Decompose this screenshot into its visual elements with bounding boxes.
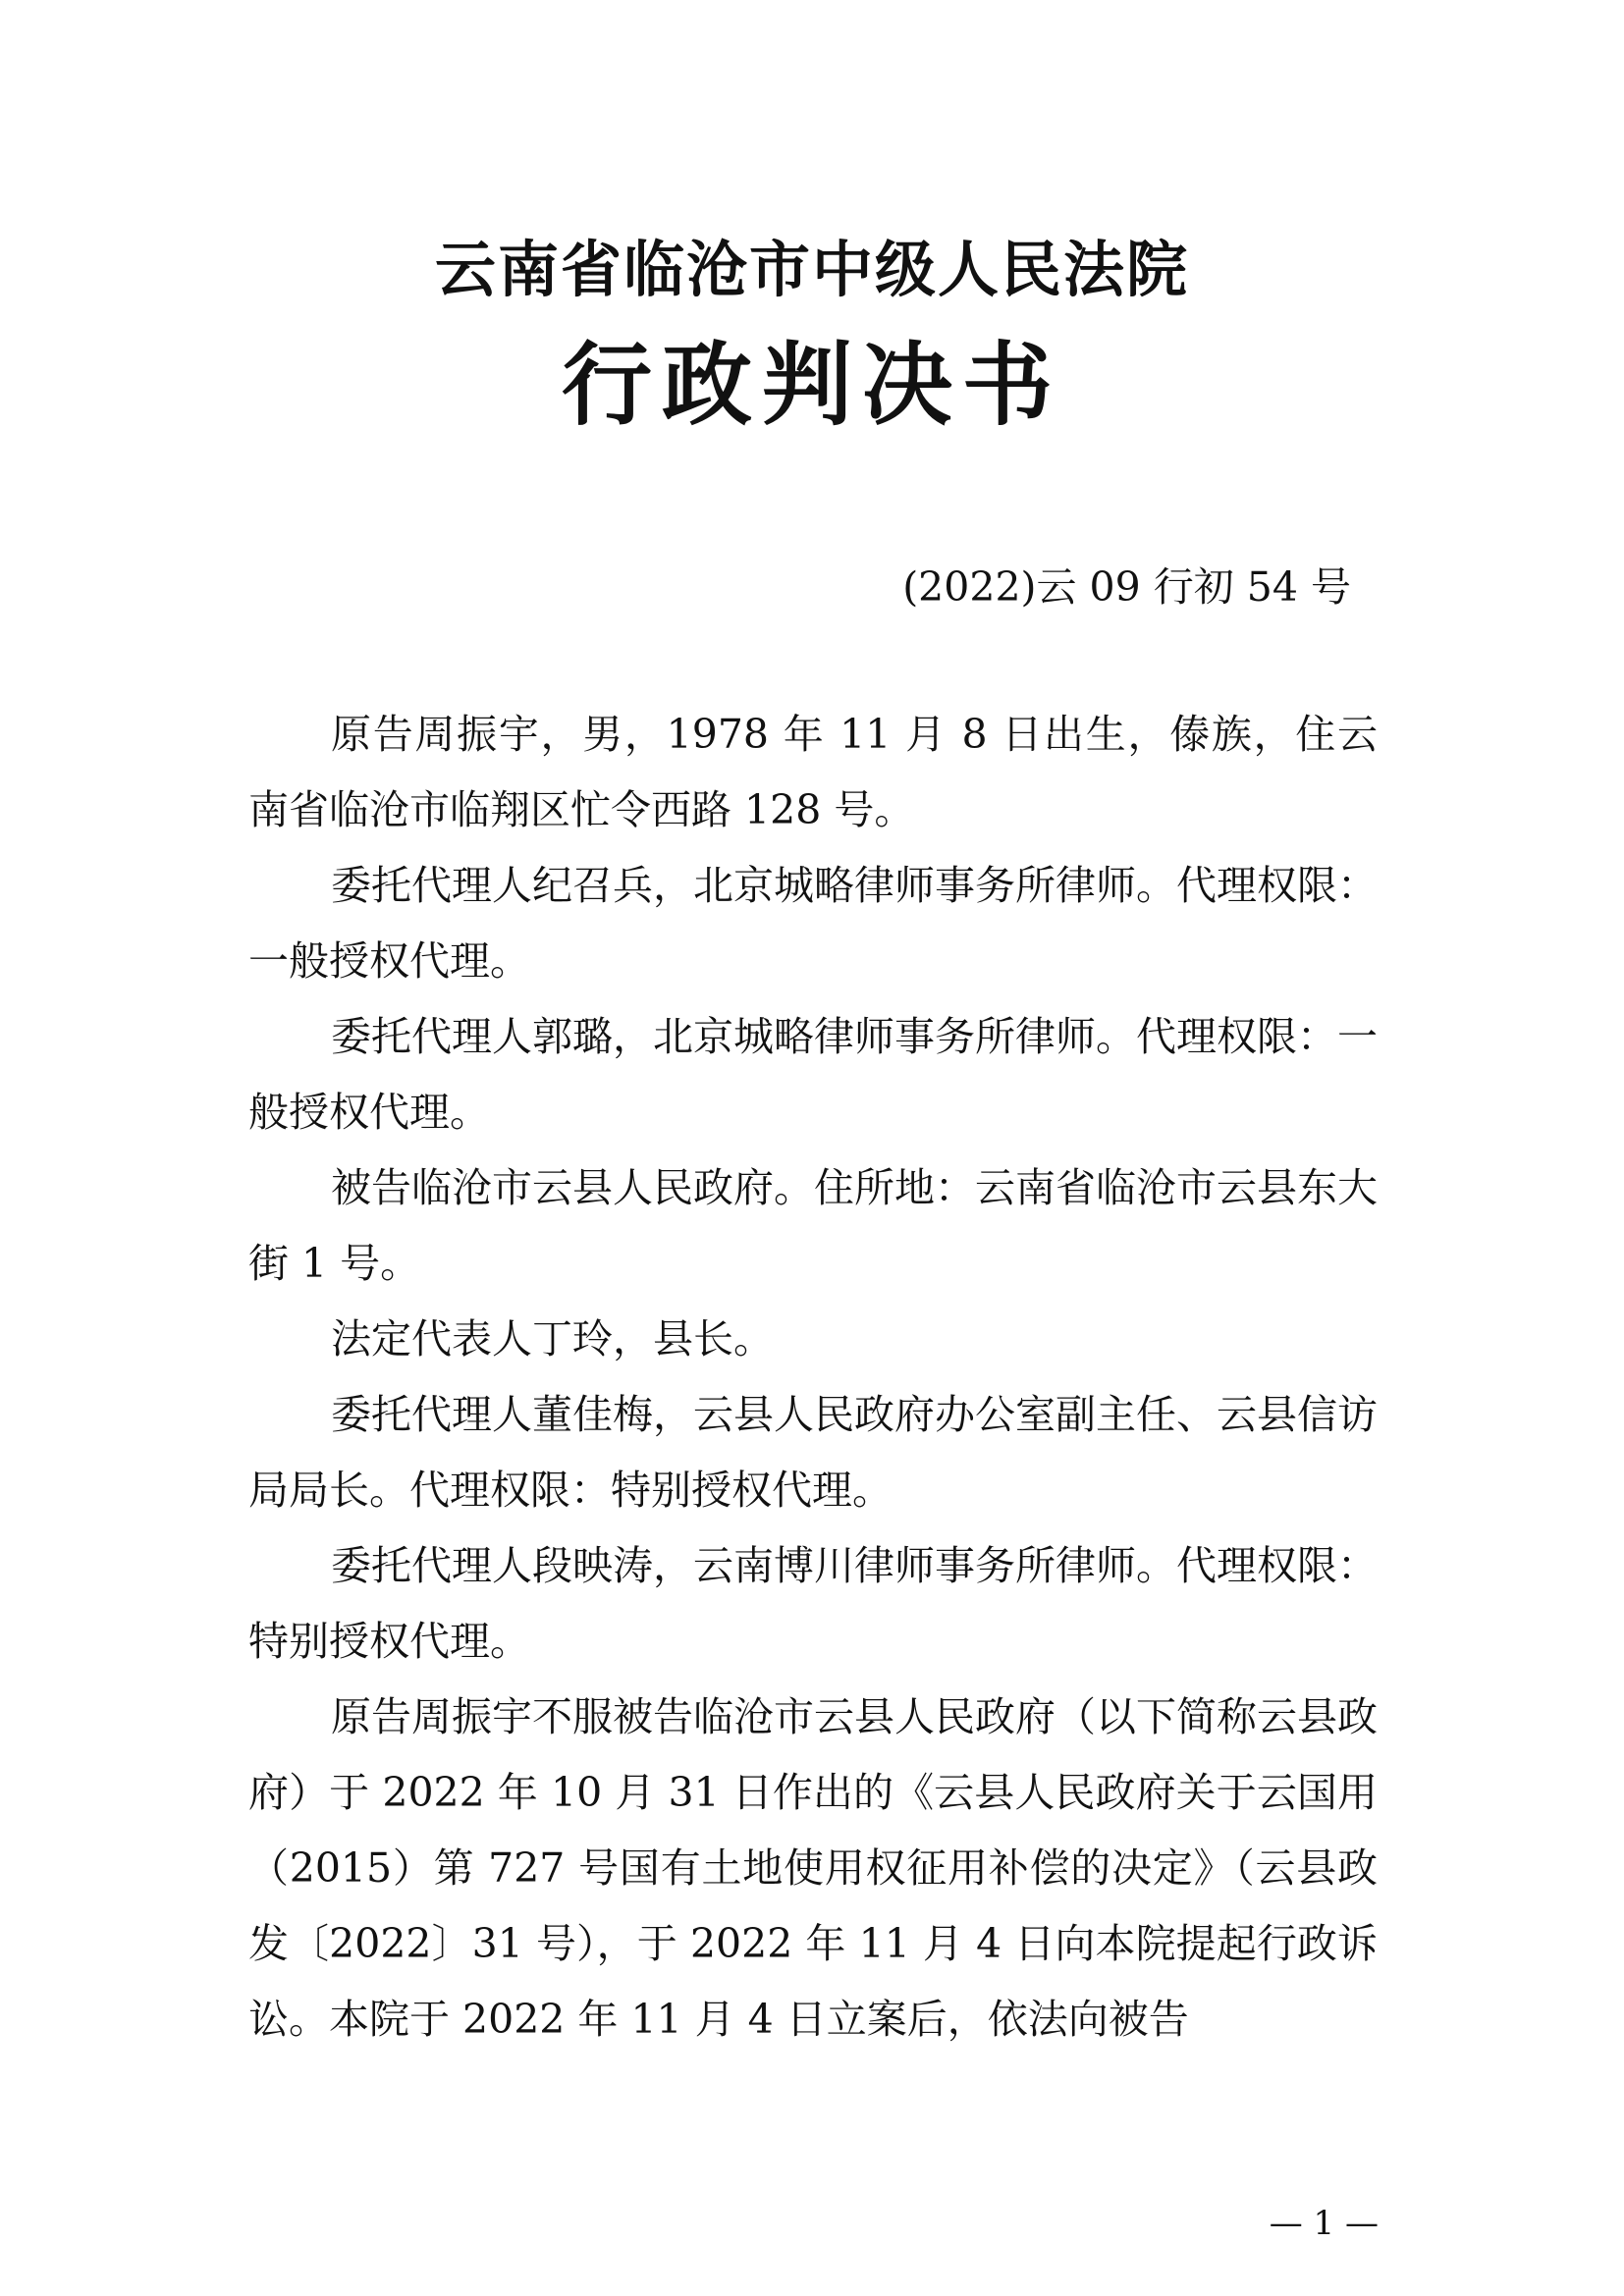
paragraph-plaintiff-agent-2: 委托代理人郭璐，北京城略律师事务所律师。代理权限：一般授权代理。 [248, 1013, 1378, 1136]
court-name: 云南省临沧市中级人民法院 [434, 234, 1189, 305]
paragraph-plaintiff: 原告周振宇，男，1978 年 11 月 8 日出生，傣族，住云南省临沧市临翔区忙令西路 128 号。 [248, 711, 1378, 833]
paragraph-legal-representative: 法定代表人丁玲，县长。 [331, 1315, 774, 1362]
paragraph-defendant-agent-2: 委托代理人段映涛，云南博川律师事务所律师。代理权限：特别授权代理。 [248, 1542, 1378, 1665]
paragraph-defendant: 被告临沧市云县人民政府。住所地：云南省临沧市云县东大街 1 号。 [248, 1164, 1378, 1287]
document-title: 行政判决书 [561, 332, 1062, 438]
page-number: — 1 — [1269, 2204, 1379, 2243]
paragraph-case-background: 原告周振宇不服被告临沧市云县人民政府（以下简称云县政府）于 2022 年 10 月 31 日作出的《云县人民政府关于云国用（2015）第 727 号国有土地使用权征用补偿的决定》（云县政发〔2022〕31 号），于 2022 年 11 月 4 日向本院提起行政诉讼。本院于 2022 年 11 月 4 日立案后，依法向被告 [248, 1693, 1378, 2043]
paragraph-defendant-agent-1: 委托代理人董佳梅，云县人民政府办公室副主任、云县信访局局长。代理权限：特别授权代理。 [248, 1391, 1378, 1514]
paragraph-plaintiff-agent-1: 委托代理人纪召兵，北京城略律师事务所律师。代理权限：一般授权代理。 [248, 862, 1378, 985]
case-number: (2022)云 09 行初 54 号 [902, 563, 1351, 611]
document-body [248, 697, 1378, 2057]
